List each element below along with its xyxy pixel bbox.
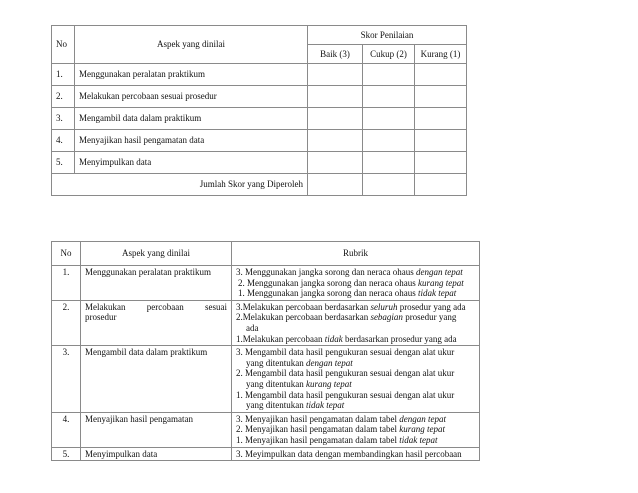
total-score-cell[interactable]: [308, 174, 363, 196]
rubric-cell: 3.Melakukan percobaan berdasarkan seluruh prosedur yang ada 2.Melakukan percobaan berdasarkan sebagian prosedur yang ada 1.Melakukan percobaan tidak berdasarkan prosedur yang ada: [232, 300, 480, 345]
header-kurang: Kurang (1): [415, 45, 467, 64]
row-number: 5.: [52, 447, 81, 461]
score-cell[interactable]: [308, 152, 363, 174]
rubric-cell: 3. Menggunakan jangka sorong dan neraca ohaus dengan tepat 2. Menggunakan jangka sorong dan neraca ohaus kurang tepat 1. Menggunakan jangka sorong dan neraca ohaus tidak tepat: [232, 266, 480, 301]
row-number: 2.: [52, 86, 75, 108]
row-number: 2.: [52, 300, 81, 345]
score-cell[interactable]: [363, 86, 415, 108]
header-rubrik: Rubrik: [232, 242, 480, 266]
row-number: 3.: [52, 108, 75, 130]
row-number: 1.: [52, 266, 81, 301]
row-number: 4.: [52, 130, 75, 152]
rubric-cell: 3. Mengambil data hasil pengukuran sesuai dengan alat ukur yang ditentukan dengan tepat 2. Mengambil data hasil pengukuran sesuai dengan alat ukur yang ditentukan kurang tepat 1. Mengambil data hasil pengukuran sesuai dengan alat ukur yang ditentukan tidak tepat: [232, 346, 480, 413]
header-aspek: Aspek yang dinilai: [81, 242, 232, 266]
table-row: [52, 447, 480, 461]
rubric-cell: 3. Menyajikan hasil pengamatan dalam tabel dengan tepat 2. Menyajikan hasil pengamatan dalam tabel kurang tepat 1. Menyajikan hasil pengamatan dalam tabel tidak tepat: [232, 412, 480, 447]
table-row: [52, 346, 480, 413]
table-row: [52, 152, 467, 174]
assessment-score-table: [51, 25, 467, 196]
row-number: 4.: [52, 412, 81, 447]
header-cukup: Cukup (2): [363, 45, 415, 64]
row-aspek: Melakukan percobaan sesuai prosedur: [81, 300, 232, 345]
total-score-cell[interactable]: [415, 174, 467, 196]
table-row: [52, 300, 480, 345]
row-aspek: Menyajikan hasil pengamatan: [81, 412, 232, 447]
score-cell[interactable]: [415, 86, 467, 108]
row-number: 1.: [52, 64, 75, 86]
header-skor-penilaian: Skor Penilaian: [308, 26, 467, 45]
row-aspek: Menyajikan hasil pengamatan data: [75, 130, 308, 152]
score-cell[interactable]: [363, 130, 415, 152]
table-row: [52, 130, 467, 152]
table-row: [52, 108, 467, 130]
score-cell[interactable]: [415, 64, 467, 86]
total-score-cell[interactable]: [363, 174, 415, 196]
score-cell[interactable]: [308, 108, 363, 130]
row-aspek: Menyimpulkan data: [75, 152, 308, 174]
table-row: [52, 64, 467, 86]
score-cell[interactable]: [415, 130, 467, 152]
total-score-label: Jumlah Skor yang Diperoleh: [52, 174, 308, 196]
row-aspek: Menyimpulkan data: [81, 447, 232, 461]
score-cell[interactable]: [363, 64, 415, 86]
score-cell[interactable]: [308, 64, 363, 86]
row-aspek: Mengambil data dalam praktikum: [75, 108, 308, 130]
score-cell[interactable]: [415, 152, 467, 174]
row-number: 5.: [52, 152, 75, 174]
header-no: No: [52, 26, 75, 64]
row-aspek: Melakukan percobaan sesuai prosedur: [75, 86, 308, 108]
table-row: [52, 412, 480, 447]
row-aspek: Menggunakan peralatan praktikum: [81, 266, 232, 301]
score-cell[interactable]: [415, 108, 467, 130]
row-number: 3.: [52, 346, 81, 413]
rubric-table: [51, 241, 480, 461]
rubric-cell: 3. Meyimpulkan data dengan membandingkan hasil percobaan: [232, 447, 480, 461]
score-cell[interactable]: [363, 108, 415, 130]
score-cell[interactable]: [363, 152, 415, 174]
row-aspek: Menggunakan peralatan praktikum: [75, 64, 308, 86]
score-cell[interactable]: [308, 86, 363, 108]
score-cell[interactable]: [308, 130, 363, 152]
table-row: [52, 266, 480, 301]
row-aspek: Mengambil data dalam praktikum: [81, 346, 232, 413]
header-baik: Baik (3): [308, 45, 363, 64]
table-row: [52, 86, 467, 108]
header-no: No: [52, 242, 81, 266]
header-aspek: Aspek yang dinilai: [75, 26, 308, 64]
